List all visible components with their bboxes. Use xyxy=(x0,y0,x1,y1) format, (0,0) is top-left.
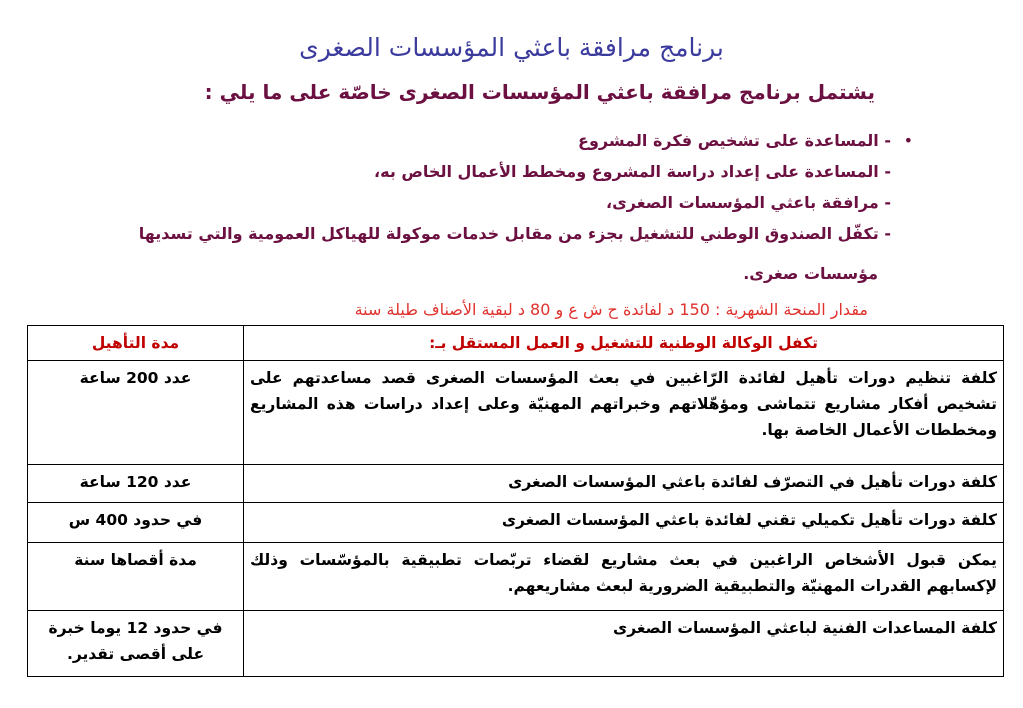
grant-text: مقدار المنحة الشهرية : 150 د لفائدة ح ش ع و 80 د لبقية الأصناف طيلة سنة xyxy=(354,300,868,319)
bullet-item: - مرافقة باعثي المؤسسات الصغرى، xyxy=(606,193,891,212)
row-desc: كلفة تنظيم دورات تأهيل لفائدة الرّاغبين في بعث المؤسسات الصغرى قصد مساعدتهم على تشخيص أفكار مشاريع تتماشى ومؤهّلاتهم وخبراتهم المهنيّة وعلى إعداد دراسات هذه المشاريع ومخططات الأعمال الخاصة بها. xyxy=(244,361,1004,465)
header-desc: تكفل الوكالة الوطنية للتشغيل و العمل المستقل بـ: xyxy=(244,326,1004,361)
header-duration: مدة التأهيل xyxy=(28,326,244,361)
table-row xyxy=(28,361,1004,465)
table-row xyxy=(28,503,1004,543)
row-duration: عدد 200 ساعة xyxy=(28,361,244,465)
bullet-item: - المساعدة على إعداد دراسة المشروع ومخطط الأعمال الخاص به، xyxy=(374,162,891,181)
row-duration: في حدود 400 س xyxy=(28,503,244,543)
page-title: برنامج مرافقة باعثي المؤسسات الصغرى xyxy=(299,33,724,62)
row-duration: في حدود 12 يوما خبرة على أقصى تقدير. xyxy=(28,611,244,677)
bullet-dot-icon: • xyxy=(903,131,913,150)
row-duration: عدد 120 ساعة xyxy=(28,465,244,503)
bullet-item: - المساعدة على تشخيص فكرة المشروع xyxy=(578,131,891,150)
row-desc: كلفة المساعدات الفنية لباعثي المؤسسات الصغرى xyxy=(244,611,1004,677)
table-row xyxy=(28,465,1004,503)
table-row xyxy=(28,543,1004,611)
qualification-table xyxy=(27,325,1004,677)
row-desc: يمكن قبول الأشخاص الراغبين في بعث مشاريع لقضاء تربّصات تطبيقية بالمؤسّسات وذلك لإكسابهم القدرات المهنيّة والتطبيقية الضرورية لبعث مشاريعهم. xyxy=(244,543,1004,611)
bullet-item: مؤسسات صغرى. xyxy=(743,264,878,283)
page-subtitle: يشتمل برنامج مرافقة باعثي المؤسسات الصغرى خاصّة على ما يلي : xyxy=(204,80,875,104)
row-duration: مدة أقصاها سنة xyxy=(28,543,244,611)
bullet-item: - تكفّل الصندوق الوطني للتشغيل بجزء من مقابل خدمات موكولة للهياكل العمومية والتي تسديها xyxy=(138,224,891,243)
table-row xyxy=(28,611,1004,677)
row-desc: كلفة دورات تأهيل تكميلي تقني لفائدة باعثي المؤسسات الصغرى xyxy=(244,503,1004,543)
row-desc: كلفة دورات تأهيل في التصرّف لفائدة باعثي المؤسسات الصغرى xyxy=(244,465,1004,503)
table-header-row xyxy=(28,326,1004,361)
